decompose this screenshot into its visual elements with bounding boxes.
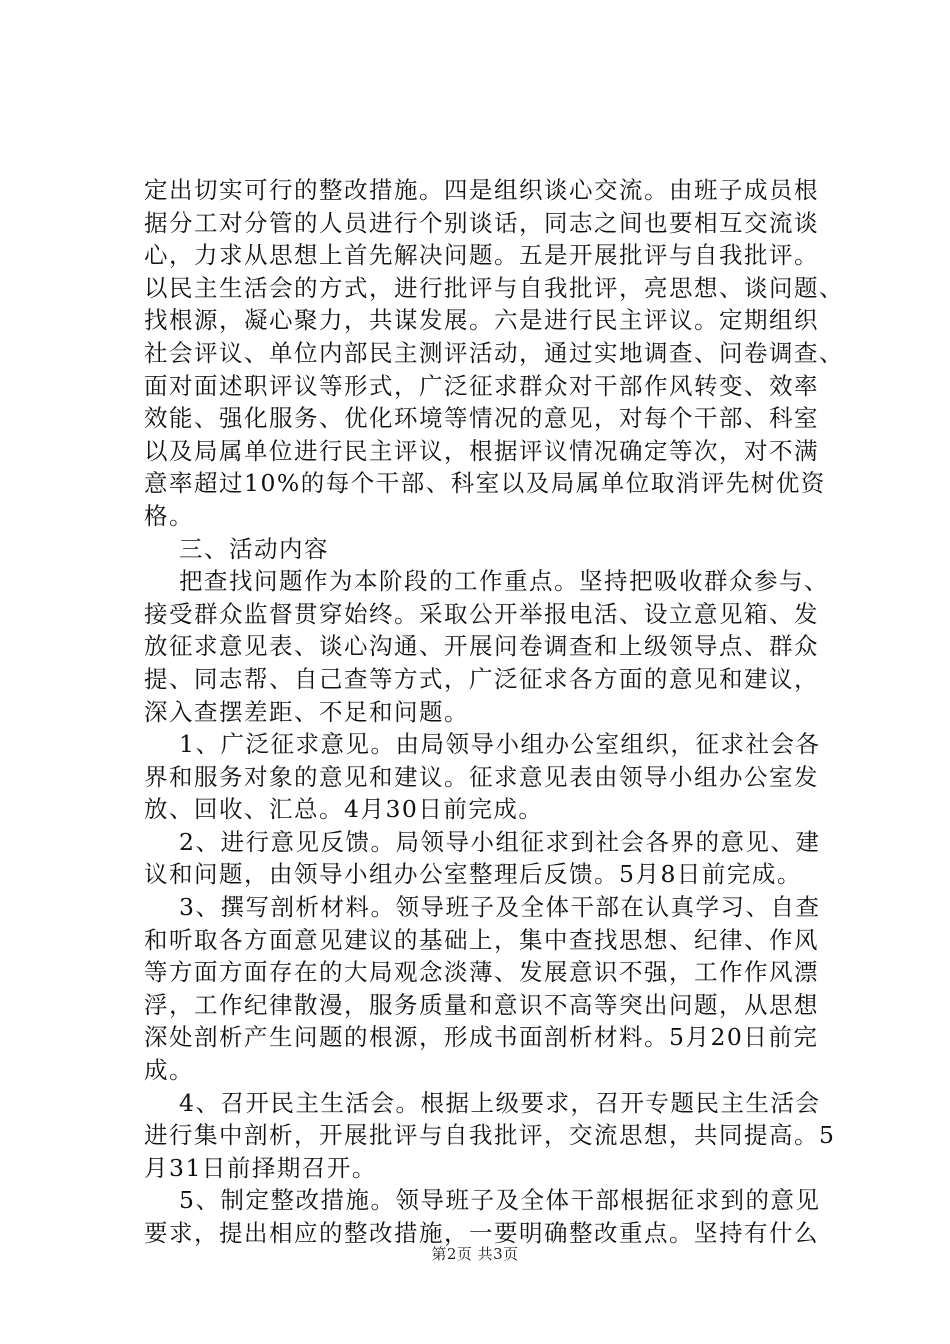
text-line: 议和问题，由领导小组办公室整理后反馈。5月8日前完成。 (144, 860, 802, 889)
text-line: 1、广泛征求意见。由局领导小组办公室组织，征求社会各 (179, 730, 821, 759)
text-line: 4、召开民主生活会。根据上级要求，召开专题民主生活会 (179, 1088, 821, 1117)
text-line: 进行集中剖析，开展批评与自我批评，交流思想，共同提高。5 (144, 1121, 836, 1150)
text-line: 界和服务对象的意见和建议。征求意见表由领导小组办公室发 (144, 762, 819, 791)
text-line: 据分工对分管的人员进行个别谈话，同志之间也要相互交流谈 (144, 208, 819, 237)
text-line: 面对面述职评议等形式，广泛征求群众对干部作风转变、效率 (144, 371, 819, 400)
document-body (144, 174, 844, 1250)
text-line: 三、活动内容 (179, 534, 329, 563)
text-line: 要求，提出相应的整改措施，一要明确整改重点。坚持有什么 (144, 1219, 819, 1247)
text-line: 深处剖析产生问题的根源，形成书面剖析材料。5月20日前完 (144, 1023, 819, 1052)
text-line: 把查找问题作为本阶段的工作重点。坚持把吸收群众参与、 (179, 567, 829, 596)
text-line: 月31日前择期召开。 (144, 1153, 377, 1182)
text-line: 放征求意见表、谈心沟通、开展问卷调查和上级领导点、群众 (144, 632, 819, 661)
text-line: 深入查摆差距、不足和问题。 (144, 697, 469, 726)
text-line: 定出切实可行的整改措施。四是组织谈心交流。由班子成员根 (144, 176, 819, 204)
text-line: 5、制定整改措施。领导班子及全体干部根据征求到的意见 (179, 1186, 821, 1215)
text-line: 等方面方面存在的大局观念淡薄、发展意识不强，工作作风漂 (144, 958, 819, 987)
text-line: 接受群众监督贯穿始终。采取公开举报电活、设立意见箱、发 (144, 599, 819, 628)
text-line: 放、回收、汇总。4月30日前完成。 (144, 795, 544, 824)
text-line: 效能、强化服务、优化环境等情况的意见，对每个干部、科室 (144, 404, 819, 433)
text-line: 格。 (144, 501, 194, 530)
page-footer: 第2页 共3页 (431, 1245, 519, 1263)
text-line: 成。 (144, 1056, 194, 1085)
text-line: 找根源，凝心聚力，共谋发展。六是进行民主评议。定期组织 (144, 306, 819, 335)
text-line: 以及局属单位进行民主评议，根据评议情况确定等次，对不满 (144, 436, 819, 465)
text-line: 和听取各方面意见建议的基础上，集中查找思想、纪律、作风 (144, 925, 819, 954)
text-line: 3、撰写剖析材料。领导班子及全体干部在认真学习、自查 (179, 893, 821, 922)
text-line: 2、进行意见反馈。局领导小组征求到社会各界的意见、建 (179, 827, 821, 856)
text-line: 浮，工作纪律散漫，服务质量和意识不高等突出问题，从思想 (144, 990, 819, 1019)
text-line: 意率超过10%的每个干部、科室以及局属单位取消评先树优资 (144, 469, 826, 498)
text-line: 以民主生活会的方式，进行批评与自我批评，亮思想、谈问题、 (144, 273, 844, 302)
text-line: 提、同志帮、自己查等方式，广泛征求各方面的意见和建议， (144, 664, 819, 693)
text-line: 社会评议、单位内部民主测评活动，通过实地调查、问卷调查、 (144, 338, 844, 367)
text-line: 心，力求从思想上首先解决问题。五是开展批评与自我批评。 (144, 241, 819, 270)
